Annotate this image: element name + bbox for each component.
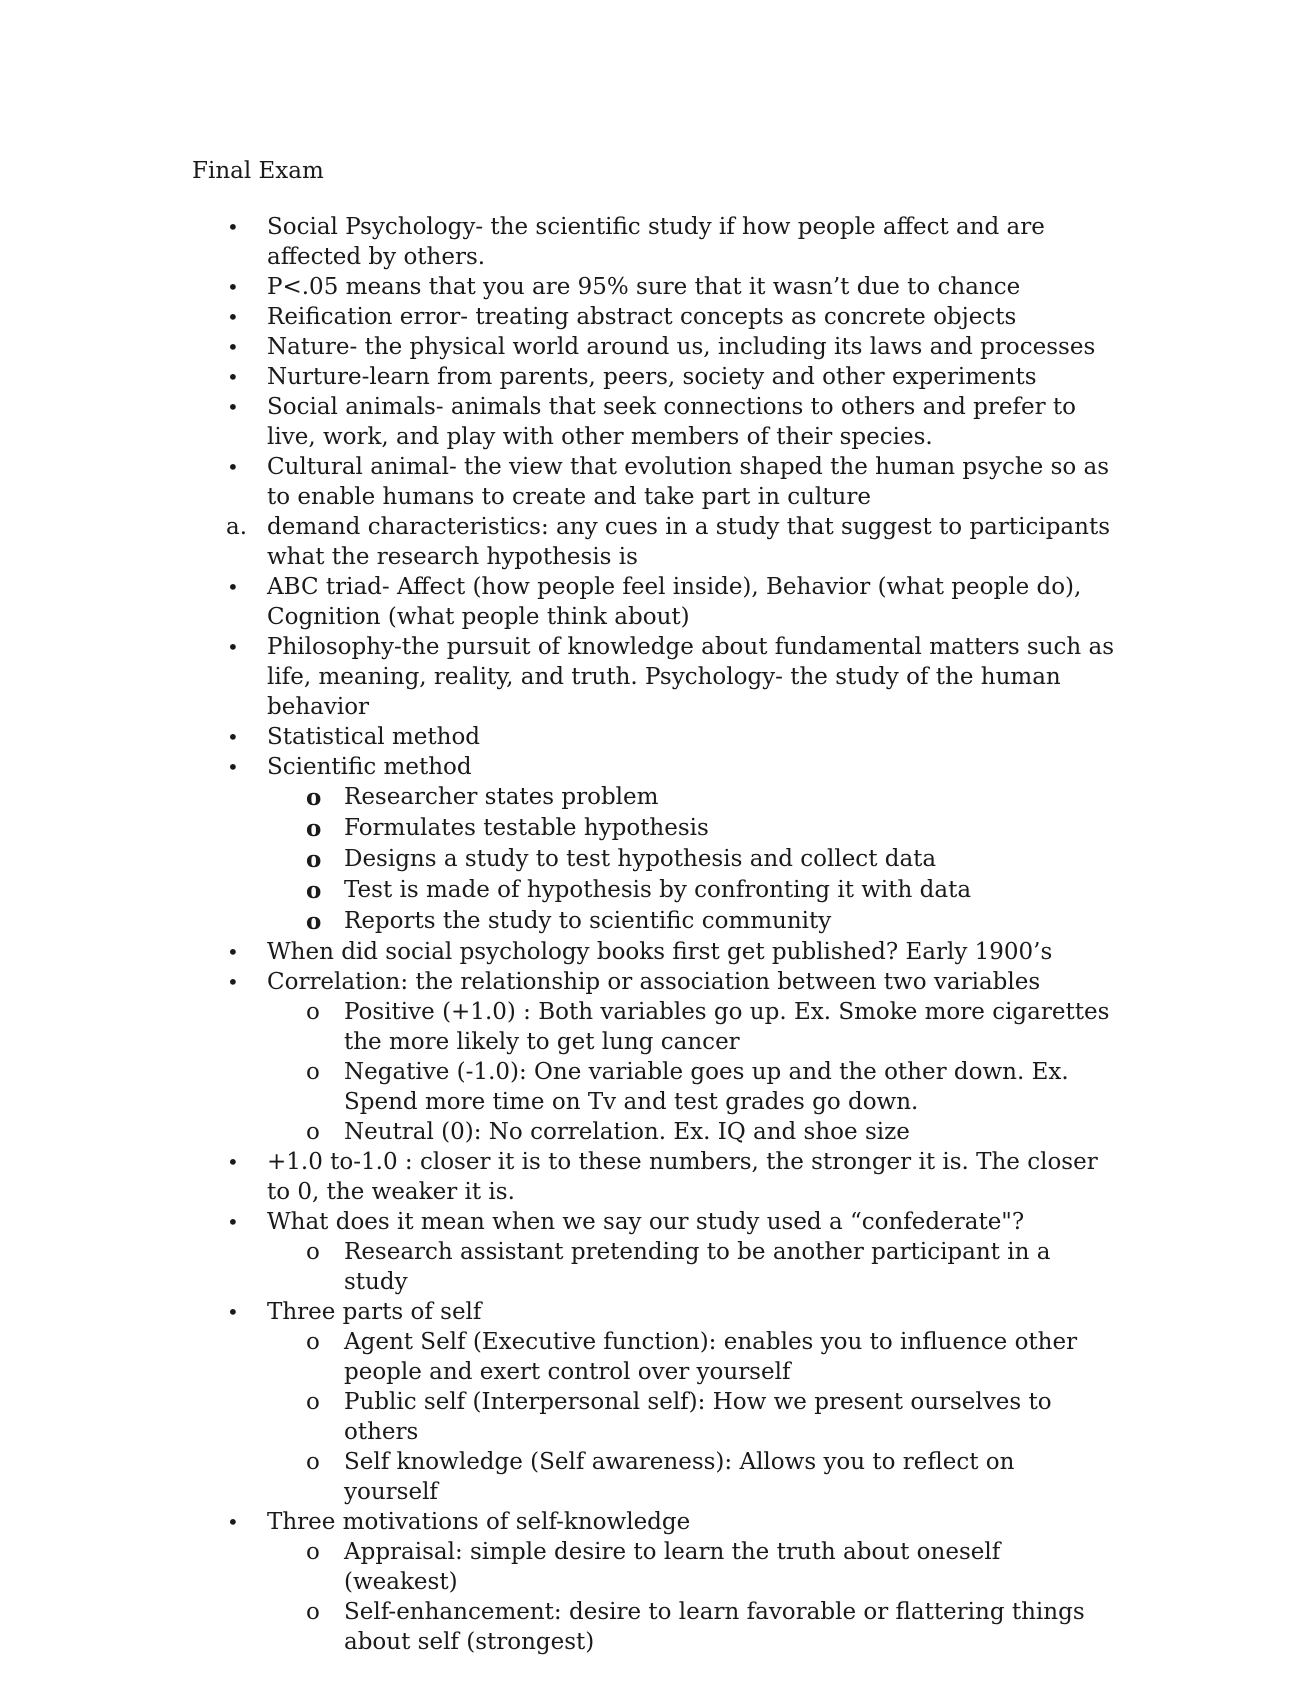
bullet-marker: • bbox=[227, 575, 239, 599]
sub-list-item bbox=[0, 875, 1306, 906]
bullet-marker: o bbox=[306, 784, 322, 811]
sub-list-item bbox=[0, 1597, 1306, 1657]
bullet-marker: • bbox=[227, 395, 239, 419]
list-item bbox=[0, 722, 1306, 752]
sub-list-item bbox=[0, 906, 1306, 937]
item-text: Statistical method bbox=[267, 724, 481, 750]
item-text: Research assistant pretending to be another participant in a study bbox=[344, 1239, 1051, 1295]
item-text: Three motivations of self-knowledge bbox=[267, 1509, 691, 1535]
bullet-marker: o bbox=[306, 1329, 320, 1355]
item-text: demand characteristics: any cues in a study that suggest to participants what the research hypothesis is bbox=[267, 514, 1111, 570]
item-text: What does it mean when we say our study used a “confederate"? bbox=[267, 1209, 1025, 1235]
bullet-marker: • bbox=[227, 215, 239, 239]
bullet-marker: o bbox=[306, 1389, 320, 1415]
list-item bbox=[0, 967, 1306, 997]
sub-list-item bbox=[0, 1537, 1306, 1597]
item-text: P<.05 means that you are 95% sure that it wasn’t due to chance bbox=[267, 274, 1021, 300]
item-text: ABC triad- Affect (how people feel inside), Behavior (what people do), Cognition (what people think about) bbox=[267, 574, 1082, 630]
list-item bbox=[0, 1297, 1306, 1327]
item-text: Public self (Interpersonal self): How we present ourselves to others bbox=[344, 1389, 1052, 1445]
bullet-marker: o bbox=[306, 1239, 320, 1265]
item-text: Self knowledge (Self awareness): Allows you to reflect on yourself bbox=[344, 1449, 1015, 1505]
bullet-marker: o bbox=[306, 846, 322, 873]
list-item bbox=[0, 302, 1306, 332]
document-title: Final Exam bbox=[192, 158, 324, 184]
bullet-marker: o bbox=[306, 815, 322, 842]
list-item bbox=[0, 392, 1306, 452]
list-item bbox=[0, 272, 1306, 302]
item-text: Three parts of self bbox=[267, 1299, 482, 1325]
bullet-marker: o bbox=[306, 1449, 320, 1475]
sub-list-item bbox=[0, 844, 1306, 875]
sub-list-item bbox=[0, 782, 1306, 813]
item-text: Agent Self (Executive function): enables you to influence other people and exert control over yourself bbox=[344, 1329, 1078, 1385]
item-text: Positive (+1.0) : Both variables go up. Ex. Smoke more cigarettes the more likely to get lung cancer bbox=[344, 999, 1110, 1055]
item-text: Correlation: the relationship or association between two variables bbox=[267, 969, 1041, 995]
item-text: Social Psychology- the scientific study if how people affect and are affected by others. bbox=[267, 214, 1045, 270]
sub-list-item bbox=[0, 1387, 1306, 1447]
bullet-marker: o bbox=[306, 908, 322, 935]
bullet-marker: o bbox=[306, 1539, 320, 1565]
item-text: Neutral (0): No correlation. Ex. IQ and shoe size bbox=[344, 1119, 910, 1145]
list-item bbox=[0, 1507, 1306, 1537]
bullet-marker: • bbox=[227, 1300, 239, 1324]
item-text: Reports the study to scientific community bbox=[344, 908, 832, 934]
bullet-marker: • bbox=[227, 305, 239, 329]
notes-list bbox=[0, 212, 1306, 1657]
sub-list-item bbox=[0, 1057, 1306, 1117]
list-item bbox=[0, 512, 1306, 572]
bullet-marker: • bbox=[227, 455, 239, 479]
bullet-marker: • bbox=[227, 725, 239, 749]
item-text: When did social psychology books first get published? Early 1900’s bbox=[267, 939, 1053, 965]
item-text: Self-enhancement: desire to learn favorable or flattering things about self (strongest) bbox=[344, 1599, 1085, 1655]
sub-list-item bbox=[0, 1447, 1306, 1507]
bullet-marker: • bbox=[227, 635, 239, 659]
sub-list-item bbox=[0, 1117, 1306, 1147]
list-item bbox=[0, 632, 1306, 722]
item-text: Philosophy-the pursuit of knowledge about fundamental matters such as life, meaning, reality, and truth. Psychology- the study of the human behavior bbox=[267, 634, 1115, 720]
bullet-marker: o bbox=[306, 1599, 320, 1625]
bullet-marker: • bbox=[227, 1150, 239, 1174]
bullet-marker: • bbox=[227, 1210, 239, 1234]
bullet-marker: o bbox=[306, 877, 322, 904]
item-text: Researcher states problem bbox=[344, 784, 659, 810]
bullet-marker: • bbox=[227, 1510, 239, 1534]
bullet-marker: • bbox=[227, 755, 239, 779]
sub-list-item bbox=[0, 1327, 1306, 1387]
sub-list-item bbox=[0, 1237, 1306, 1297]
item-text: Appraisal: simple desire to learn the truth about oneself (weakest) bbox=[344, 1539, 1001, 1595]
bullet-marker: • bbox=[227, 335, 239, 359]
bullet-marker: • bbox=[227, 365, 239, 389]
bullet-marker: o bbox=[306, 999, 320, 1025]
list-item bbox=[0, 1207, 1306, 1237]
item-text: Designs a study to test hypothesis and collect data bbox=[344, 846, 937, 872]
item-text: Cultural animal- the view that evolution shaped the human psyche so as to enable humans to create and take part in culture bbox=[267, 454, 1110, 510]
bullet-marker: • bbox=[227, 940, 239, 964]
list-item bbox=[0, 572, 1306, 632]
item-text: Reification error- treating abstract concepts as concrete objects bbox=[267, 304, 1017, 330]
list-item bbox=[0, 212, 1306, 272]
list-item bbox=[0, 752, 1306, 782]
bullet-marker: o bbox=[306, 1119, 320, 1145]
item-text: Scientific method bbox=[267, 754, 472, 780]
list-item bbox=[0, 362, 1306, 392]
item-text: +1.0 to-1.0 : closer it is to these numbers, the stronger it is. The closer to 0, the weaker it is. bbox=[267, 1149, 1098, 1205]
letter-marker: a. bbox=[226, 514, 248, 540]
item-text: Test is made of hypothesis by confronting it with data bbox=[344, 877, 972, 903]
list-item bbox=[0, 937, 1306, 967]
bullet-marker: • bbox=[227, 275, 239, 299]
bullet-marker: • bbox=[227, 970, 239, 994]
item-text: Social animals- animals that seek connections to others and prefer to live, work, and play with other members of their species. bbox=[267, 394, 1076, 450]
item-text: Formulates testable hypothesis bbox=[344, 815, 709, 841]
item-text: Nature- the physical world around us, including its laws and processes bbox=[267, 334, 1096, 360]
item-text: Nurture-learn from parents, peers, society and other experiments bbox=[267, 364, 1037, 390]
sub-list-item bbox=[0, 813, 1306, 844]
list-item bbox=[0, 332, 1306, 362]
sub-list-item bbox=[0, 997, 1306, 1057]
list-item bbox=[0, 452, 1306, 512]
bullet-marker: o bbox=[306, 1059, 320, 1085]
item-text: Negative (-1.0): One variable goes up and the other down. Ex. Spend more time on Tv and test grades go down. bbox=[344, 1059, 1069, 1115]
list-item bbox=[0, 1147, 1306, 1207]
